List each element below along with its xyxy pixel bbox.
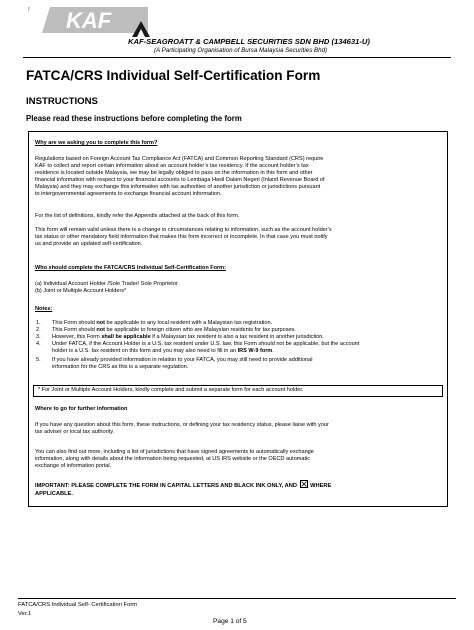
who-item-a: (a) Individual Account Holder /Sole Trader/ Sole Proprietor <box>35 281 178 287</box>
important-notice <box>35 480 331 498</box>
where-p2-line1: You can also find out more, including a list of jurisdictions that have signed agreements to automatically exchange <box>35 449 314 455</box>
checkbox-x-icon <box>300 480 308 488</box>
footer-form-name: FATCA/CRS Individual Self- Certification Form <box>18 602 138 608</box>
instructions-heading: INSTRUCTIONS <box>26 96 98 107</box>
header-divider <box>23 57 451 58</box>
why-p1-line5: Malaysia) and they may exchange this information with tax authorities of another jurisdiction or jurisdictions pursuant <box>35 184 321 190</box>
kaf-logo <box>28 6 148 34</box>
note-4-line2-bold: IRS W-9 form <box>237 348 273 354</box>
important-text-end: WHERE <box>310 483 332 489</box>
svg-text:KAF: KAF <box>66 8 112 33</box>
note-4-line2 <box>52 348 274 355</box>
footnote-text: * For Joint or Multiple Account Holders, kindly complete and submit a separate form for each account holder. <box>38 387 304 393</box>
note-3-pre: However, this Form <box>52 334 102 340</box>
why-p3-line2: tax status or other mandatory field information that makes this form incorrect or incomplete. In that case you must notify <box>35 234 328 240</box>
note-5-line1: If you have already provided information in relation to your FATCA, you may still need to provide additional <box>52 357 313 363</box>
note-2-pre: This Form should <box>52 327 97 333</box>
note-2-bold: not <box>96 327 106 333</box>
note-5-line2: information for the CRS as this is a separate regulation. <box>52 364 189 370</box>
note-4-line2-pre: holder is a U.S. tax resident on this form and you may also need to fill in an <box>52 348 238 354</box>
note-5-number: 5. <box>36 357 41 363</box>
where-p2-line3: exchange of information portal. <box>35 463 112 469</box>
note-4-number: 4. <box>36 341 41 347</box>
where-p1-line1: If you have any question about this form, these instructions, or defining your tax residency status, please liaise with your <box>35 422 329 428</box>
note-1-bold: not <box>96 320 106 326</box>
note-2-post: be applicable to foreign citizen who are Malaysian residents for tax purposes. <box>105 327 296 333</box>
why-p3-line3: us and provide an updated self-certification. <box>35 241 143 247</box>
why-p1-line1: Regulations based on Foreign Account Tax Compliance Act (FATCA) and Common Reporting Standard (CRS) require <box>35 156 324 162</box>
why-p1-line4: financial information with respect to your financial accounts to Lembaga Hasil Dalam Negeri (Inland Revenue Board of <box>35 177 325 183</box>
who-item-b: (b) Joint or Multiple Account Holders* <box>35 288 127 294</box>
note-1-pre: This Form should <box>52 320 97 326</box>
page-number: Page 1 of 5 <box>213 618 247 625</box>
who-heading: Who should complete the FATCA/CRS Individual Self-Certification Form: <box>35 265 226 271</box>
why-p1-line6: to intergovernmental agreements to exchange financial account information. <box>35 191 222 197</box>
why-heading: Why are we asking you to complete this form? <box>35 140 158 146</box>
why-p1-line2: KAF to collect and report certain information about an account holder’s tax residency. If the account holder’s tax <box>35 163 309 169</box>
notes-heading: Notes: <box>35 306 53 312</box>
footer-version: Ver.1 <box>18 611 32 617</box>
where-p1-line2: tax adviser or local tax authority. <box>35 429 115 435</box>
why-p2: For the list of definitions, kindly refer the Appendix attached at the back of this form. <box>35 213 240 219</box>
company-mark-icon <box>131 20 151 38</box>
note-1-post: be applicable to any local resident with a Malaysian tax registration. <box>105 320 273 326</box>
important-text-line2: APPLICABLE. <box>35 490 73 497</box>
kaf-logo-graphic <box>28 6 148 34</box>
company-subtitle: (A Participating Organisation of Bursa Malaysia Securities Bhd) <box>154 47 328 54</box>
page-title: FATCA/CRS Individual Self-Certification Form <box>26 68 321 83</box>
note-4-line1: Under FATCA, if the Account Holder is a U.S. tax resident under U.S. law, this Form should not be applicable, but the account <box>52 341 360 347</box>
note-3-post: if a Malaysian tax resident is also a tax resident in another jurisdiction. <box>150 334 324 340</box>
why-p3-line1: This form will remain valid unless there is a change in circumstances relating to information, such as the account holder’s <box>35 227 332 233</box>
note-2-number: 2. <box>36 327 41 333</box>
note-3-number: 3. <box>36 334 41 340</box>
why-p1-line3: residence is located outside Malaysia, we may be legally obliged to pass on the information in this form and other <box>35 170 313 176</box>
important-text: IMPORTANT: PLEASE COMPLETE THE FORM IN CAPITAL LETTERS AND BLACK INK ONLY, AND <box>35 483 297 489</box>
note-4-line2-post: . <box>272 348 274 354</box>
note-3-bold: shall be applicable <box>101 334 151 340</box>
footer-divider <box>18 598 456 599</box>
read-first-notice: Please read these instructions before completing the form <box>26 114 242 123</box>
where-heading: Where to go for further information <box>35 406 128 412</box>
where-p2-line2: information, along with details about the information being requested, at US IRS website or the OECD automatic <box>35 456 311 462</box>
note-1-number: 1. <box>36 320 41 326</box>
company-name: KAF-SEAGROATT & CAMPBELL SECURITIES SDN BHD (134631-U) <box>128 37 370 46</box>
